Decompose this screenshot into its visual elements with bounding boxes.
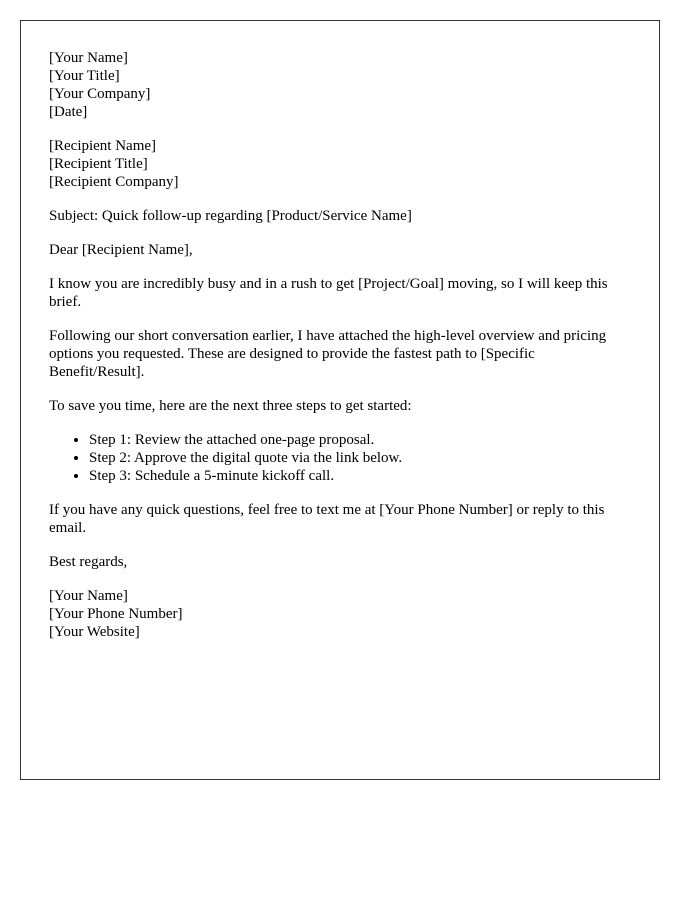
- sender-name: [Your Name]: [49, 50, 128, 66]
- salutation: Dear [Recipient Name],: [49, 242, 193, 258]
- signature-website: [Your Website]: [49, 624, 140, 640]
- steps-intro-paragraph: To save you time, here are the next three steps to get started:: [49, 398, 412, 414]
- intro-paragraph: I know you are incredibly busy and in a rush to get [Project/Goal] moving, so I will keep this brief.: [49, 276, 608, 310]
- subject-line: Subject: Quick follow-up regarding [Product/Service Name]: [49, 208, 412, 224]
- sender-company: [Your Company]: [49, 86, 151, 102]
- recipient-name: [Recipient Name]: [49, 138, 157, 154]
- letter-body: [49, 49, 629, 657]
- attachment-paragraph: Following our short conversation earlier, I have attached the high-level overview and pricing options you requested. These are designed to provide the fastest path to [Specific Benefit/Result].: [49, 328, 607, 380]
- recipient-block: [49, 137, 629, 191]
- letter-page: [20, 20, 660, 780]
- list-item: • Step 1: Review the attached one-page proposal.: [89, 431, 629, 449]
- signature-name: [Your Name]: [49, 588, 128, 604]
- signature-phone: [Your Phone Number]: [49, 606, 183, 622]
- closing-paragraph: If you have any quick questions, feel free to text me at [Your Phone Number] or reply to this email.: [49, 502, 605, 536]
- recipient-title: [Recipient Title]: [49, 156, 148, 172]
- letter-date: [Date]: [49, 104, 88, 120]
- steps-list: [49, 431, 629, 485]
- list-item: • Step 2: Approve the digital quote via the link below.: [89, 449, 629, 467]
- sign-off: Best regards,: [49, 554, 128, 570]
- recipient-company: [Recipient Company]: [49, 174, 179, 190]
- list-item: • Step 3: Schedule a 5-minute kickoff call.: [89, 467, 629, 485]
- signature-block: [49, 587, 629, 641]
- sender-title: [Your Title]: [49, 68, 120, 84]
- sender-block: [49, 49, 629, 121]
